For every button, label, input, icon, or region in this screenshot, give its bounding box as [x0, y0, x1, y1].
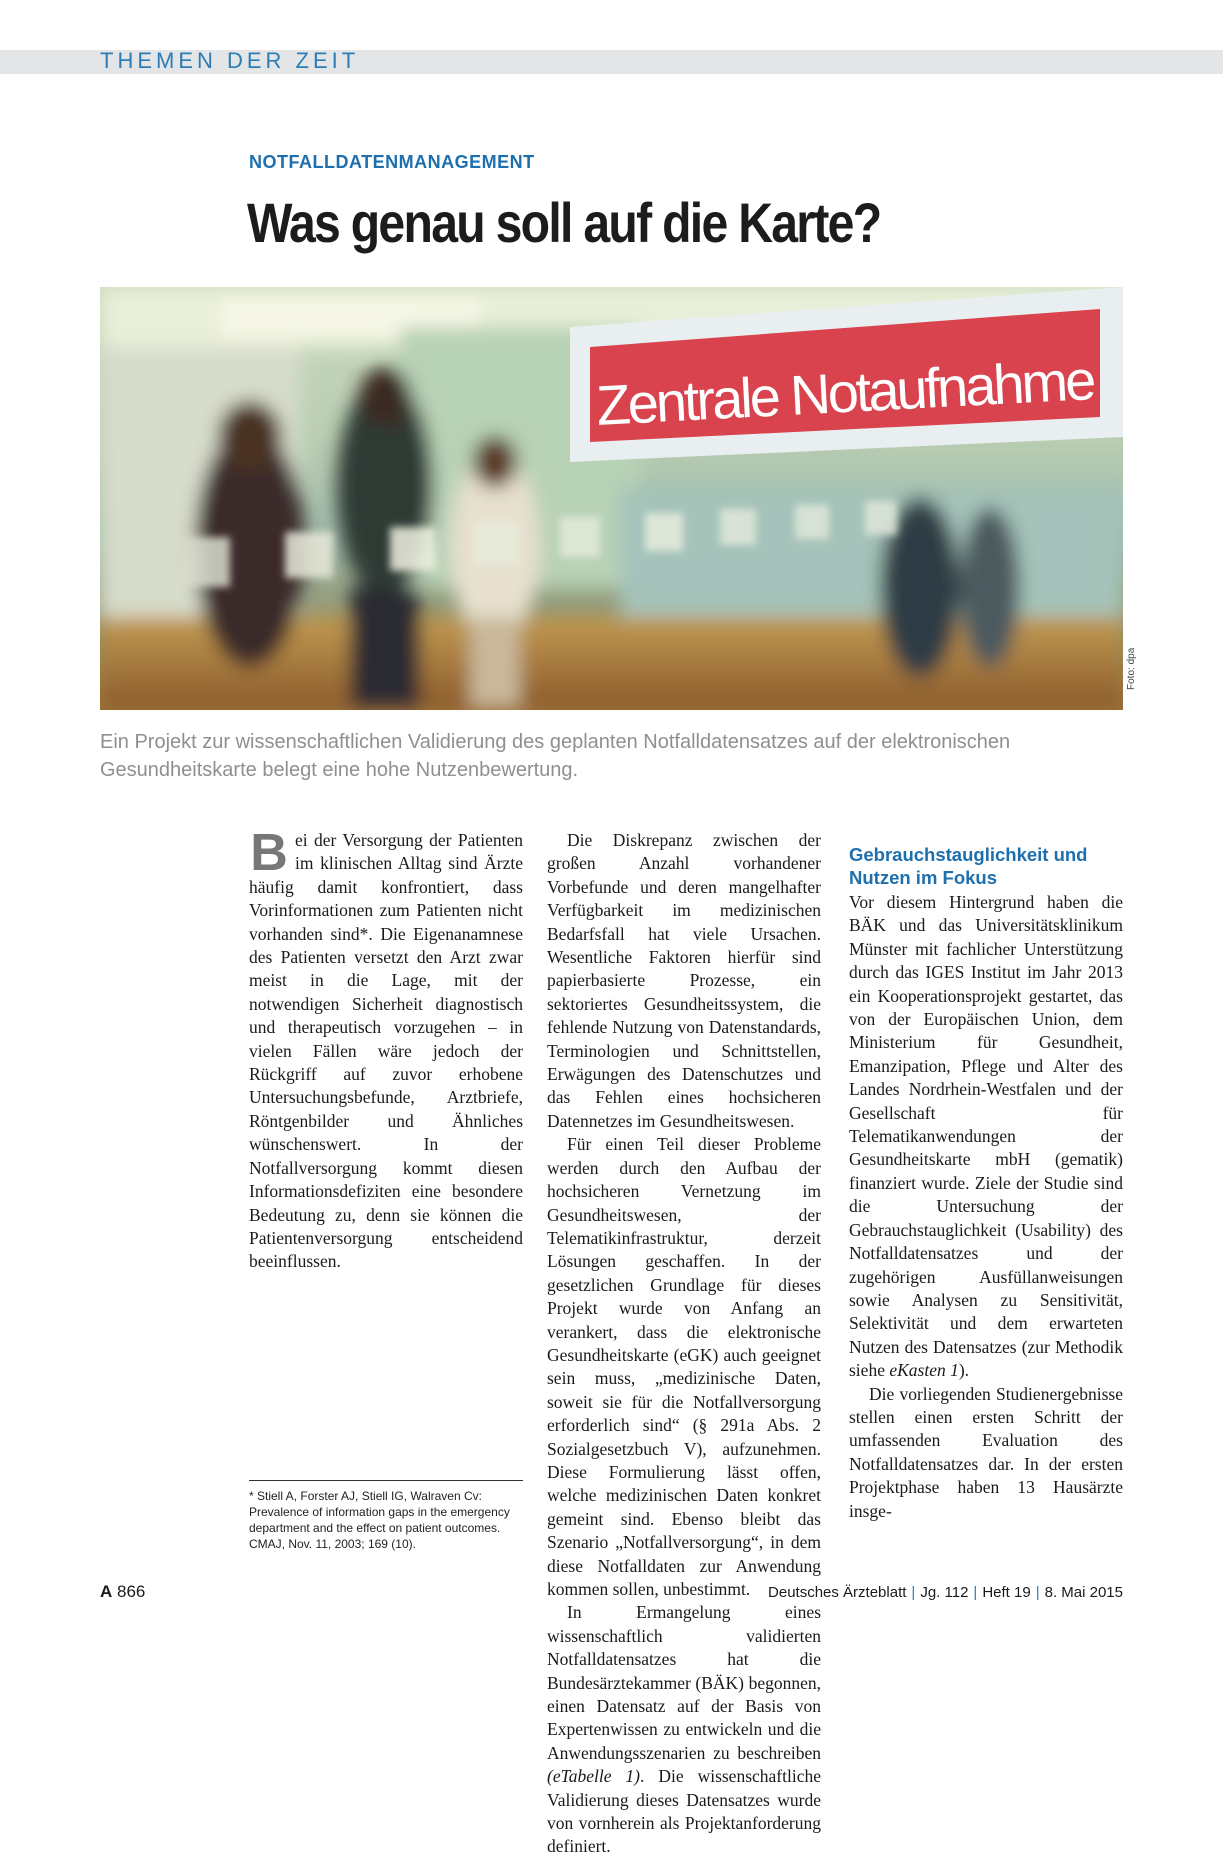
page-number — [100, 1582, 145, 1602]
photo-illustration — [100, 287, 1123, 710]
footnote: * Stiell A, Forster AJ, Stiell IG, Walraven Cv: Prevalence of information gaps in the emergency department and the effect on patient outcomes. CMAJ, Nov. 11, 2003; 169 (10). — [249, 1489, 510, 1551]
journal-issue: Heft 19 — [982, 1584, 1031, 1601]
text-column-3 — [849, 829, 1123, 1523]
photo-credit: Foto: dpa — [1126, 647, 1137, 690]
paragraph-5 — [849, 891, 1123, 1383]
article-kicker: NOTFALLDATENMANAGEMENT — [249, 152, 535, 172]
paragraph-3: Für einen Teil dieser Probleme werden durch den Aufbau der hochsicheren Vernetzung im Gesundheitswesen, der Telematikinfrastruktur, derzeit Lösungen geschaffen. In der gesetzlichen Grundlage für dieses Projekt wurde von Anfang an verankert, dass die elektronische Gesundheitskarte (eGK) auch geeignet sein muss, „medizinische Daten, soweit sie für die Notfallversorgung erforderlich sind“ (§ 291a Abs. 2 Sozialgesetzbuch V), aufzunehmen. Diese Formulierung lässt offen, welche medizinischen Daten konkret gemeint sind. Ebenso bleibt das Szenario „Notfallversorgung“, in dem diese Notfalldaten zur Anwendung kommen sollen, unbestimmt. — [547, 1134, 821, 1599]
folio-number: 866 — [117, 1582, 146, 1601]
journal-volume: Jg. 112 — [920, 1584, 969, 1601]
paragraph-4 — [547, 1601, 821, 1858]
text-column-2 — [547, 829, 821, 1859]
paragraph-4-text-a: In Ermangelung eines wissenschaftlich validierten Notfalldatensatzes hat die Bundesärztekammer (BÄK) begonnen, einen Datensatz auf der Basis von Expertenwissen zu entwickeln und die Anwendungsszenarien zu beschreiben — [547, 1602, 821, 1763]
section-label: THEMEN DER ZEIT — [100, 48, 360, 73]
footnote-rule — [249, 1480, 523, 1481]
ekasten-reference: eKasten 1 — [889, 1360, 959, 1381]
journal-date: 8. Mai 2015 — [1044, 1584, 1123, 1601]
journal-name: Deutsches Ärzteblatt — [768, 1584, 907, 1601]
photo-caption: Ein Projekt zur wissenschaftlichen Validierung des geplanten Notfalldatensatzes auf der elektronischen Gesundheitskarte belegt eine hohe Nutzenbewertung. — [100, 731, 1011, 781]
paragraph-2: Die Diskrepanz zwischen der großen Anzahl vorhandener Vorbefunde und deren mangelhafter Verfügbarkeit im medizinischen Bedarfsfall hat viele Ursachen. Wesentliche Faktoren hierfür sind papierbasierte Prozesse, ein sektoriertes Gesundheitssystem, die fehlende Nutzung von Datenstandards, Terminologien und Schnittstellen, Erwägungen des Datenschutzes und das Fehlen eines hochsicheren Datennetzes im Gesundheitswesen. — [547, 830, 821, 1131]
journal-info — [768, 1584, 1123, 1601]
paragraph-1 — [249, 824, 523, 1274]
drop-cap: B — [250, 824, 288, 882]
paragraph-4-text-b: . Die wissenschaftliche Validierung dieses Datensatzes wurde von vornherein als Projektanforderung definiert. — [547, 1766, 821, 1857]
paragraph-5-text-a: Vor diesem Hintergrund haben die BÄK und das Universitätsklinikum Münster mit fachlicher Unterstützung durch das IGES Institut im Jahr 2013 ein Kooperationsprojekt gestartet, das von der Europäischen Union, dem Ministerium für Gesundheit, Emanzipation, Pflege und Alter des Landes Nordrhein-Westfalen und der Gesellschaft für Telematikanwendungen der Gesundheitskarte mbH (gematik) finanziert wurde. Ziele der Studie sind die Untersuchung der Gebrauchstauglichkeit (Usability) des Notfalldatensatzes und der zugehörigen Ausfüllanweisungen sowie Analysen zu Sensitivität, Selektivität und dem erwarteten Nutzen des Datensatzes (zur Methodik siehe — [849, 892, 1123, 1381]
sign-text: Zentrale Notaufnahme — [594, 348, 1095, 437]
separator: | — [973, 1584, 978, 1601]
paragraph-6: Die vorliegenden Studienergebnisse stellen einen ersten Schritt der umfassenden Evaluation des Notfalldatensatzes dar. In der ersten Projektphase haben 13 Hausärzte insge- — [849, 1383, 1123, 1521]
paragraph-1-text: ei der Versorgung der Patienten im klinischen Alltag sind Ärzte häufig damit konfrontiert, dass Vorinformationen zum Patienten nicht vorhanden sind*. Die Eigenanamnese des Patienten versetzt den Arzt zwar meist in die Lage, mit der notwendigen Sicherheit diagnostisch und therapeutisch vorzugehen – in vielen Fällen wäre jedoch der Rückgriff auf zuvor erhobene Untersuchungsbefunde, Arztbriefe, Röntgenbilder und Ähnliches wünschenswert. In der Notfallversorgung kommt diesen Informationsdefiziten eine besondere Bedeutung zu, denn sie können die Patientenversorgung entscheidend beeinflussen. — [249, 830, 523, 1272]
separator: | — [1035, 1584, 1040, 1601]
subheading: Gebrauchstauglichkeit und Nutzen im Fokus — [849, 844, 1088, 888]
article-title: Was genau soll auf die Karte? — [247, 191, 881, 254]
etabelle-reference: (eTabelle 1) — [547, 1766, 641, 1787]
article-photo — [100, 287, 1123, 710]
folio-prefix: A — [100, 1582, 113, 1601]
separator: | — [911, 1584, 916, 1601]
text-column-1 — [249, 824, 523, 1274]
paragraph-5-text-b: ). — [958, 1360, 970, 1381]
